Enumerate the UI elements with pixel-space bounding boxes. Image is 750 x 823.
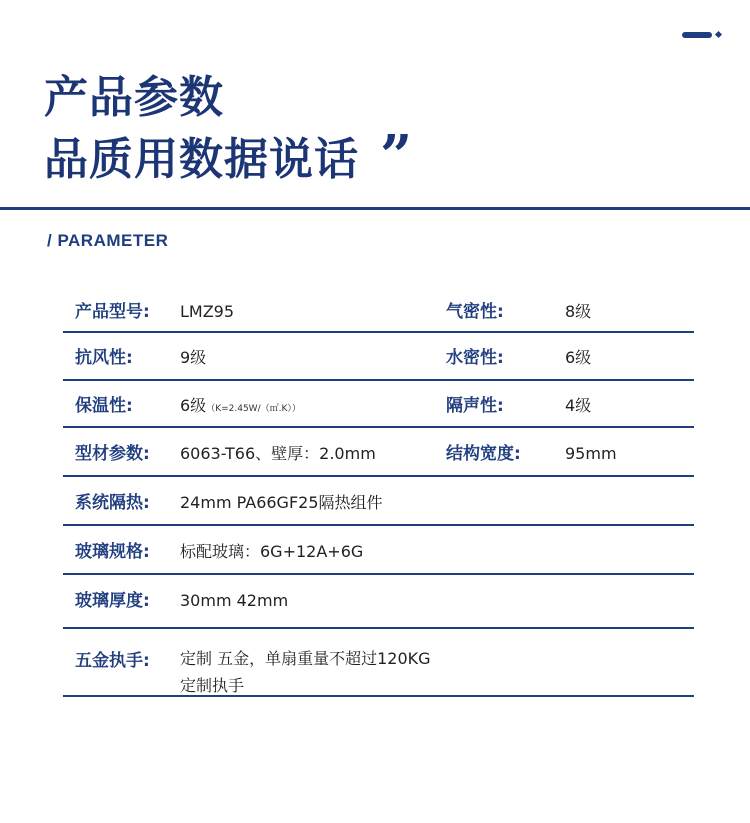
param-label: 水密性: bbox=[446, 348, 504, 368]
param-value: LMZ95 bbox=[180, 302, 235, 321]
table-row bbox=[63, 290, 694, 333]
header-divider bbox=[0, 207, 750, 210]
param-value: 9级 bbox=[180, 348, 207, 367]
param-label: 型材参数: bbox=[75, 444, 150, 464]
table-row bbox=[63, 477, 694, 526]
param-value bbox=[180, 645, 431, 699]
param-value: 30mm 42mm bbox=[180, 591, 289, 610]
param-value: 6级 bbox=[565, 348, 592, 367]
quote-mark: ” bbox=[380, 123, 413, 189]
param-value-note: （K=2.45W/（㎡.K）） bbox=[206, 404, 301, 414]
header-decoration bbox=[682, 31, 722, 39]
param-label: 玻璃厚度: bbox=[75, 591, 150, 611]
param-label: 玻璃规格: bbox=[75, 542, 150, 562]
param-label: 保温性: bbox=[75, 396, 133, 416]
table-row bbox=[63, 526, 694, 575]
param-label: 产品型号: bbox=[75, 302, 150, 322]
param-value: 标配玻璃：6G+12A+6G bbox=[180, 542, 364, 561]
param-label: 气密性: bbox=[446, 302, 504, 322]
param-value: 24mm PA66GF25隔热组件 bbox=[180, 493, 383, 512]
param-value-line: 定制执手 bbox=[180, 676, 245, 695]
param-value-main: 6级 bbox=[180, 396, 207, 415]
table-row bbox=[63, 575, 694, 629]
param-label: 抗风性: bbox=[75, 348, 133, 368]
param-value: 4级 bbox=[565, 396, 592, 415]
param-label: 结构宽度: bbox=[446, 444, 521, 464]
decoration-diamond bbox=[715, 31, 722, 38]
param-value bbox=[180, 398, 301, 414]
param-value: 6063-T66、壁厚：2.0mm bbox=[180, 444, 376, 463]
param-value: 95mm bbox=[565, 444, 617, 463]
param-value-line: 定制 五金，单扇重量不超过120KG bbox=[180, 649, 431, 668]
table-row bbox=[63, 629, 694, 697]
table-row bbox=[63, 428, 694, 477]
param-label: 隔声性: bbox=[446, 396, 504, 416]
page-subtitle: 品质用数据说话 bbox=[44, 134, 359, 185]
param-label: 五金执手: bbox=[75, 651, 150, 671]
param-value: 8级 bbox=[565, 302, 592, 321]
decoration-bar bbox=[682, 32, 712, 38]
param-label: 系统隔热: bbox=[75, 493, 150, 513]
section-label: / PARAMETER bbox=[47, 231, 169, 250]
table-row bbox=[63, 381, 694, 428]
table-row bbox=[63, 333, 694, 381]
page-title: 产品参数 bbox=[44, 72, 224, 123]
parameter-table bbox=[63, 290, 694, 697]
